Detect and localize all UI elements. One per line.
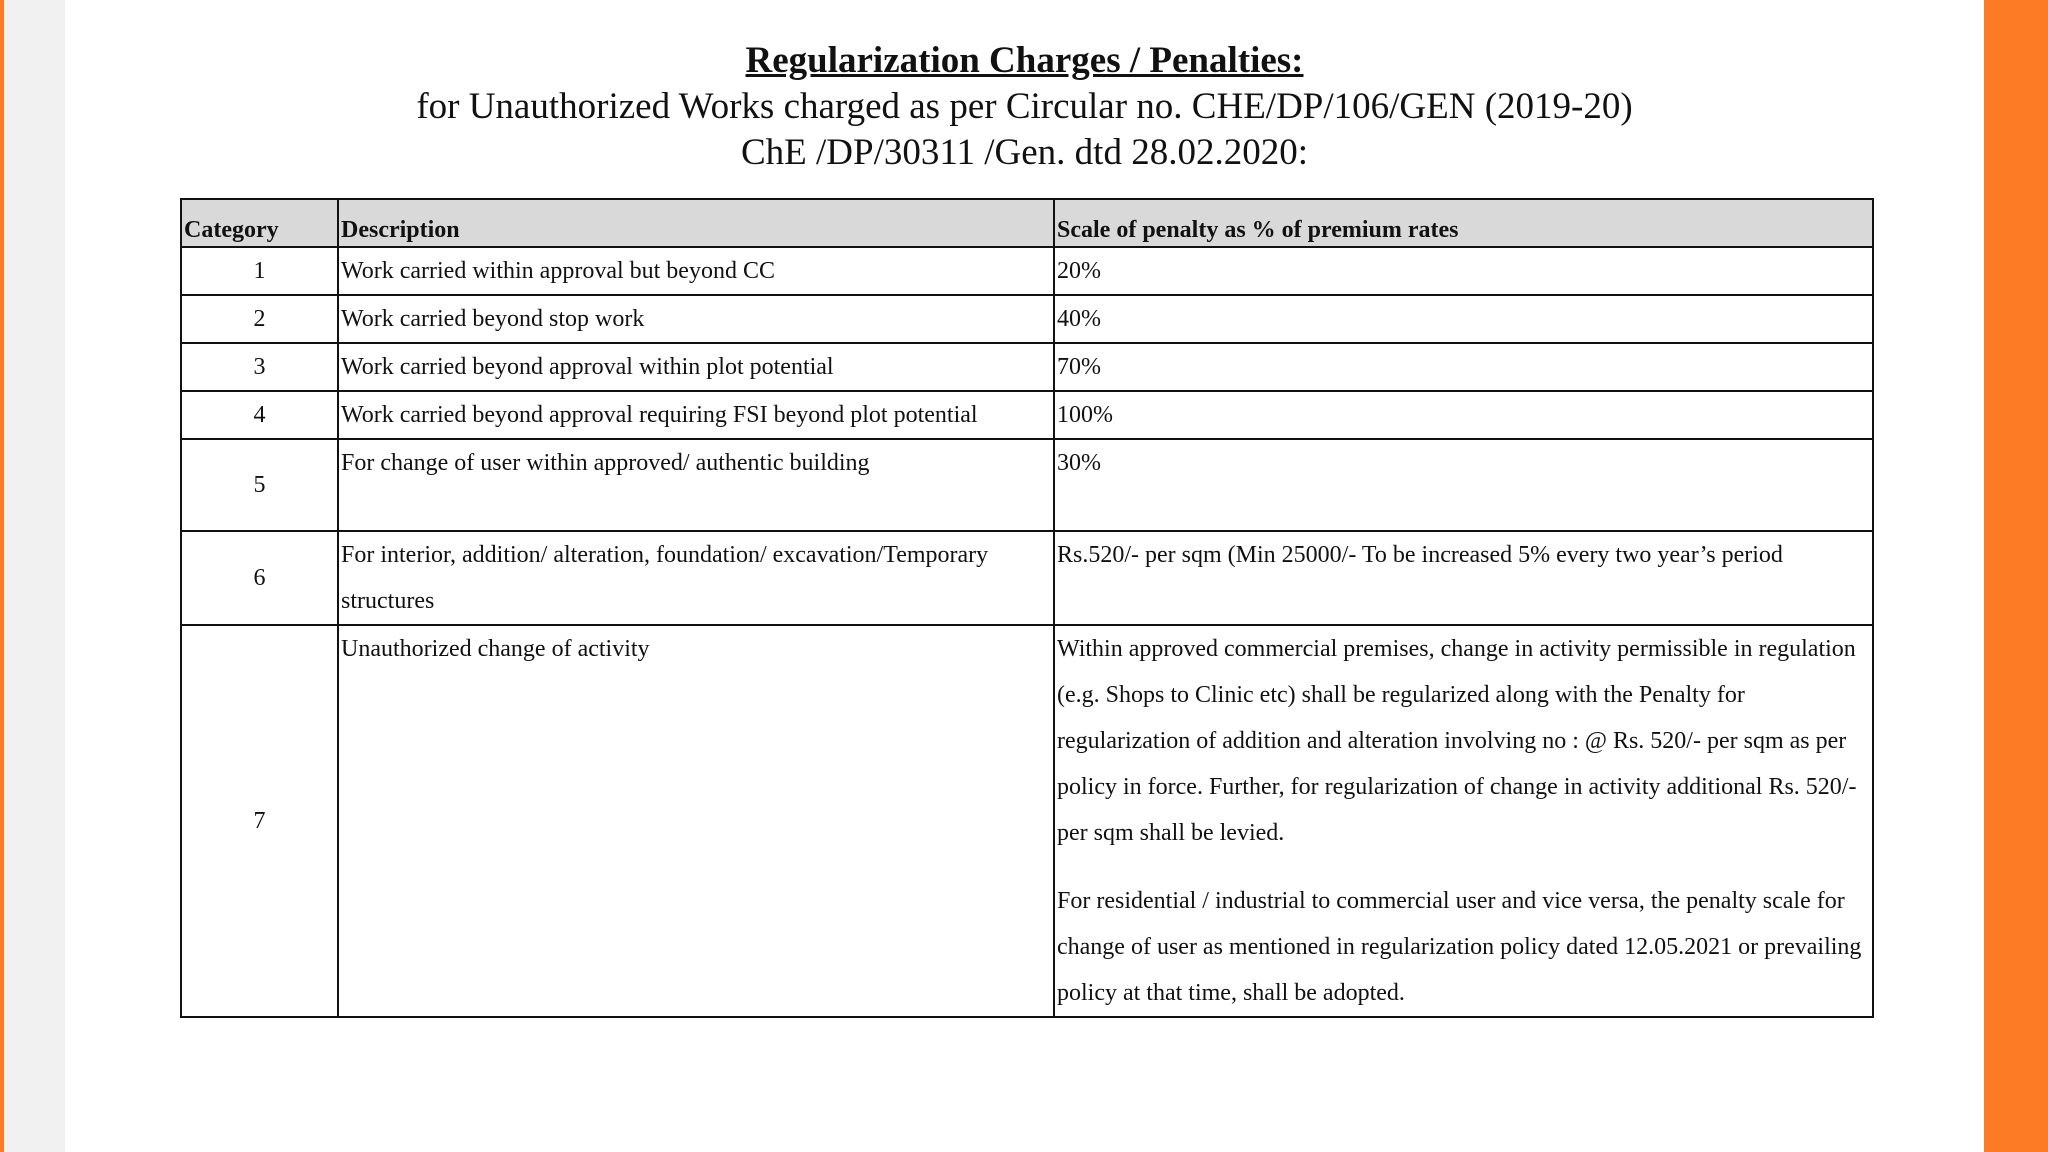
- category-cell: 6: [181, 531, 338, 625]
- scale-paragraph-residential: For residential / industrial to commercial user and vice versa, the penalty scale for change of user as mentioned in regularization policy dated 12.05.2021 or prevailing policy at that time, shall be adopted.: [1057, 888, 1862, 1006]
- category-cell: 5: [181, 439, 338, 531]
- column-header-scale: Scale of penalty as % of premium rates: [1054, 199, 1873, 247]
- heading-block: [65, 38, 1984, 176]
- subtitle-line-2: ChE /DP/30311 /Gen. dtd 28.02.2020:: [741, 132, 1308, 173]
- table-row: [181, 295, 1873, 343]
- category-cell: 1: [181, 247, 338, 295]
- description-cell: For change of user within approved/ authentic building: [338, 439, 1054, 531]
- penalty-table: [180, 198, 1874, 1018]
- slide: [65, 0, 1984, 1152]
- description-cell: For interior, addition/ alteration, foundation/ excavation/Temporary structures: [338, 531, 1054, 625]
- left-margin-strip: [0, 0, 65, 1152]
- category-cell: 4: [181, 391, 338, 439]
- description-cell: Unauthorized change of activity: [338, 625, 1054, 1017]
- description-cell: Work carried beyond stop work: [338, 295, 1054, 343]
- table-row: [181, 391, 1873, 439]
- table-row: [181, 343, 1873, 391]
- scale-cell: [1054, 625, 1873, 1017]
- subtitle-line-1: for Unauthorized Works charged as per Circular no. CHE/DP/106/GEN (2019-20): [416, 86, 1633, 127]
- scale-cell: Rs.520/- per sqm (Min 25000/- To be increased 5% every two year’s period: [1054, 531, 1873, 625]
- right-accent-bar: [1984, 0, 2048, 1152]
- category-cell: 2: [181, 295, 338, 343]
- column-header-description: Description: [338, 199, 1054, 247]
- page-title: Regularization Charges / Penalties:: [745, 40, 1304, 81]
- table-header-row: [181, 199, 1873, 247]
- description-cell: Work carried within approval but beyond CC: [338, 247, 1054, 295]
- scale-paragraph-commercial: Within approved commercial premises, change in activity permissible in regulation (e.g. Shops to Clinic etc) shall be regularized along with the Penalty for regularization of addition and alteration involving no : @ Rs. 520/- per sqm as per policy in force. Further, for regularization of change in activity additional Rs. 520/- per sqm shall be levied.: [1057, 636, 1857, 846]
- scale-cell: 100%: [1054, 391, 1873, 439]
- column-header-category: Category: [181, 199, 338, 247]
- table-row: [181, 625, 1873, 1017]
- scale-cell: 70%: [1054, 343, 1873, 391]
- scale-cell: 20%: [1054, 247, 1873, 295]
- table-row: [181, 439, 1873, 531]
- description-cell: Work carried beyond approval within plot potential: [338, 343, 1054, 391]
- scale-cell: 30%: [1054, 439, 1873, 531]
- table-row: [181, 531, 1873, 625]
- table-row: [181, 247, 1873, 295]
- category-cell: 7: [181, 625, 338, 1017]
- scale-cell: 40%: [1054, 295, 1873, 343]
- category-cell: 3: [181, 343, 338, 391]
- description-cell: Work carried beyond approval requiring FSI beyond plot potential: [338, 391, 1054, 439]
